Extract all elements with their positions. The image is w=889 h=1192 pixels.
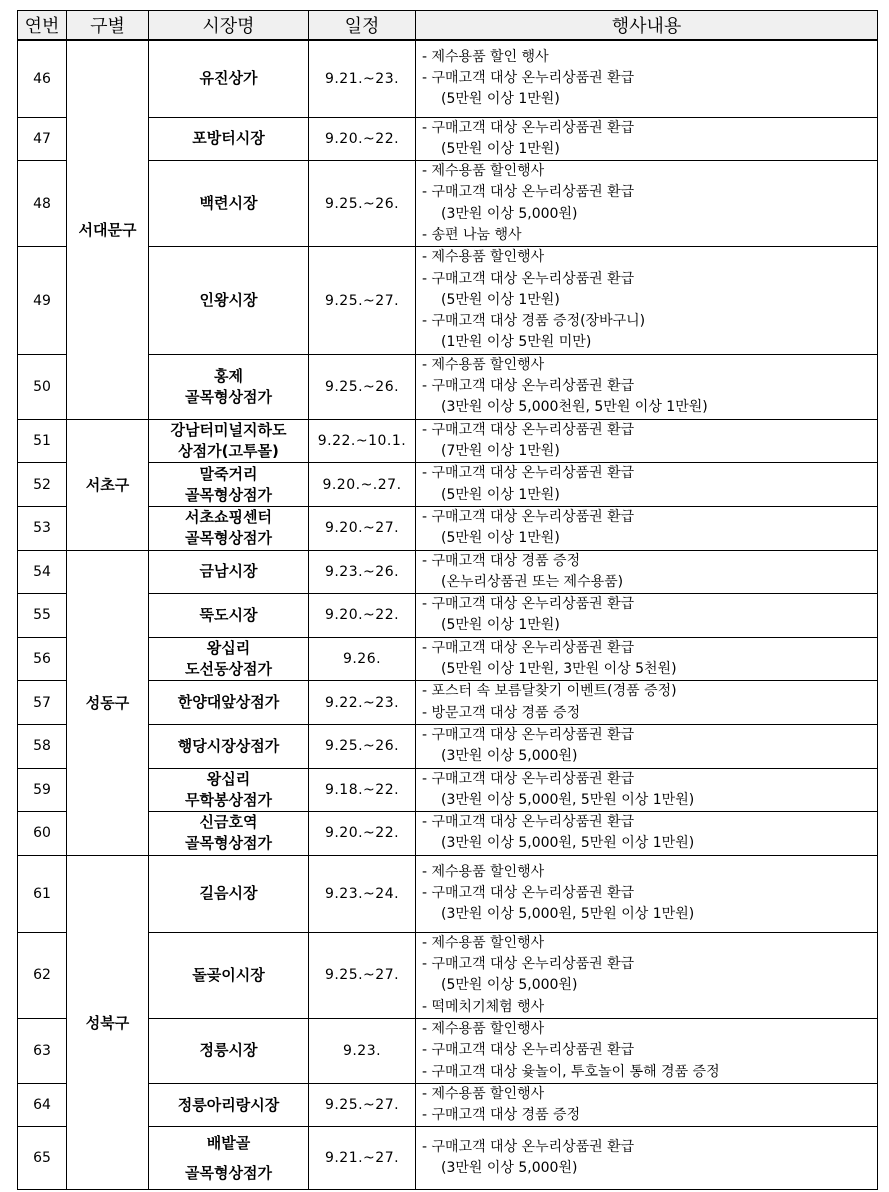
event-line: - 제수용품 할인행사 [422,1020,545,1037]
event-line: - 구매고객 대상 온누리상품권 환급 [422,421,635,438]
schedule-cell: 9.23. [309,1018,416,1083]
event-line: - 방문고객 대상 경품 증정 [422,704,581,721]
event-line: (5만원 이상 1만원) [441,91,560,108]
market-name-cell [149,117,309,161]
table-body [18,40,878,1190]
event-content-cell [416,932,878,1018]
market-name-line: 배밭골 [206,1134,251,1153]
row-number: 53 [18,506,67,550]
market-name-line: 왕십리 [206,639,251,658]
schedule-cell: 9.25.~26. [309,161,416,247]
row-number: 63 [18,1018,67,1083]
event-line: (7만원 이상 1만원) [441,443,560,460]
schedule-cell: 9.20.~22. [309,812,416,856]
market-name-cell [149,354,309,419]
schedule-cell: 9.23.~26. [309,550,416,594]
event-line: - 구매고객 대상 온누리상품권 환급 [422,770,635,787]
row-number: 61 [18,855,67,932]
market-name-line: 서초쇼핑센터 [185,508,272,527]
event-content-cell [416,161,878,247]
event-line: - 구매고객 대상 온누리상품권 환급 [422,956,635,972]
row-number: 57 [18,681,67,725]
event-line: - 구매고객 대상 온누리상품권 환급 [422,70,635,87]
event-line: - 구매고객 대상 온누리상품권 환급 [422,596,635,613]
event-content-cell [416,463,878,507]
schedule-cell: 9.20.~22. [309,117,416,161]
event-content-cell [416,724,878,768]
event-line: - 구매고객 대상 온누리상품권 환급 [422,726,635,743]
row-number: 62 [18,932,67,1018]
event-line: (3만원 이상 5,000원) [441,748,578,765]
schedule-cell: 9.25.~27. [309,1083,416,1127]
event-content-cell [416,681,878,725]
event-line: - 제수용품 할인 행사 [422,48,549,65]
district-cell: 성동구 [67,550,149,855]
event-line: (5만원 이상 5,000원) [441,977,578,994]
market-name-line: 정릉시장 [199,1041,258,1060]
market-name-cell [149,594,309,638]
event-line: (5만원 이상 1만원) [441,291,560,308]
event-line: (3만원 이상 5,000원, 5만원 이상 1만원) [441,906,695,923]
row-number: 52 [18,463,67,507]
event-content-cell [416,637,878,681]
event-line: (5만원 이상 1만원) [441,486,560,503]
event-line: (온누리상품권 또는 제수용품) [441,573,624,590]
row-number: 48 [18,161,67,247]
schedule-cell: 9.25.~26. [309,354,416,419]
market-event-table [17,10,878,1190]
event-line: (5만원 이상 1만원) [441,140,560,157]
market-name-line: 인왕시장 [199,291,258,310]
market-name-line: 상점가(고투몰) [178,442,279,461]
header-market: 시장명 [149,11,309,41]
schedule-cell: 9.26. [309,637,416,681]
row-number: 65 [18,1127,67,1190]
row-number: 55 [18,594,67,638]
market-name-cell [149,932,309,1018]
event-line: - 제수용품 할인행사 [422,863,545,880]
market-name-cell [149,161,309,247]
event-content-cell [416,855,878,932]
event-line: - 구매고객 대상 온누리상품권 환급 [422,378,635,395]
event-line: (3만원 이상 5,000원, 5만원 이상 1만원) [441,791,695,808]
market-name-line: 홍제 [214,366,243,385]
market-name-cell [149,463,309,507]
event-content-cell [416,768,878,812]
event-line: - 구매고객 대상 온누리상품권 환급 [422,885,635,902]
event-line: (5만원 이상 1만원, 3만원 이상 5천원) [441,661,677,678]
row-number: 49 [18,247,67,354]
district-cell: 서초구 [67,419,149,550]
event-line: - 구매고객 대상 온누리상품권 환급 [422,270,635,287]
table-header-row [18,11,878,41]
schedule-cell: 9.20.~22. [309,594,416,638]
event-line: - 제수용품 할인행사 [422,249,545,266]
market-name-line: 정릉아리랑시장 [177,1095,280,1114]
market-name-line: 금남시장 [199,562,258,581]
schedule-cell: 9.20.~.27. [309,463,416,507]
event-content-cell [416,1018,878,1083]
header-district: 구별 [67,11,149,41]
event-line: - 구매고객 대상 온누리상품권 환급 [422,119,635,136]
table-row [18,419,878,463]
market-name-cell [149,855,309,932]
market-name-line: 골목형상점가 [185,834,272,853]
event-table-container [17,10,878,1190]
market-name-cell [149,1083,309,1127]
market-name-line: 도선동상점가 [185,660,272,679]
market-name-line: 신금호역 [199,813,258,832]
table-row [18,550,878,594]
header-no: 연번 [18,11,67,41]
event-content-cell [416,247,878,354]
market-name-line: 한양대앞상점가 [177,693,280,712]
market-name-line: 유진상가 [199,69,258,88]
event-line: - 구매고객 대상 온누리상품권 환급 [422,1042,635,1059]
event-line: - 구매고객 대상 온누리상품권 환급 [422,639,635,656]
event-content-cell [416,354,878,419]
row-number: 46 [18,40,67,117]
market-name-line: 길음시장 [199,884,258,903]
event-line: - 구매고객 대상 윷놀이, 투호놀이 통해 경품 증정 [422,1063,720,1080]
event-content-cell [416,594,878,638]
market-name-cell [149,681,309,725]
market-name-line: 백련시장 [199,194,258,213]
event-content-cell [416,419,878,463]
event-content-cell [416,1083,878,1127]
event-line: - 구매고객 대상 경품 증정 [422,552,581,569]
market-name-cell [149,419,309,463]
market-name-line: 무학봉상점가 [185,790,272,809]
schedule-cell: 9.23.~24. [309,855,416,932]
market-name-line: 행당시장상점가 [177,736,280,755]
market-name-line: 골목형상점가 [185,387,272,406]
event-line: - 떡메치기체험 행사 [422,998,545,1015]
district-cell: 성북구 [67,855,149,1190]
table-row [18,40,878,117]
row-number: 64 [18,1083,67,1127]
event-line: (3만원 이상 5,000천원, 5만원 이상 1만원) [441,399,708,416]
event-content-cell [416,506,878,550]
table-row [18,855,878,932]
market-name-cell [149,1018,309,1083]
row-number: 60 [18,812,67,856]
market-name-cell [149,724,309,768]
event-line: - 구매고객 대상 온누리상품권 환급 [422,814,635,831]
event-line: - 구매고객 대상 온누리상품권 환급 [422,508,635,525]
district-cell: 서대문구 [67,40,149,419]
market-name-line: 돌곶이시장 [192,965,265,984]
event-content-cell [416,1127,878,1190]
header-content: 행사내용 [416,11,878,41]
schedule-cell: 9.18.~22. [309,768,416,812]
market-name-cell [149,812,309,856]
event-content-cell [416,812,878,856]
market-name-line: 골목형상점가 [185,529,272,548]
event-line: - 제수용품 할인행사 [422,163,545,180]
row-number: 50 [18,354,67,419]
market-name-line: 뚝도시장 [199,605,258,624]
market-name-line: 말죽거리 [199,464,258,483]
row-number: 54 [18,550,67,594]
row-number: 56 [18,637,67,681]
event-line: (1만원 이상 5만원 미만) [441,334,592,351]
event-content-cell [416,117,878,161]
row-number: 58 [18,724,67,768]
schedule-cell: 9.21.~23. [309,40,416,117]
event-line: - 구매고객 대상 경품 증정 [422,1107,581,1124]
event-line: (3만원 이상 5,000원) [441,1160,578,1177]
event-line: - 제수용품 할인행사 [422,356,545,373]
market-name-cell [149,768,309,812]
row-number: 59 [18,768,67,812]
event-line: - 구매고객 대상 경품 증정(장바구니) [422,313,646,330]
schedule-cell: 9.25.~27. [309,247,416,354]
schedule-cell: 9.21.~27. [309,1127,416,1190]
schedule-cell: 9.25.~26. [309,724,416,768]
event-line: - 구매고객 대상 온누리상품권 환급 [422,1139,635,1156]
schedule-cell: 9.25.~27. [309,932,416,1018]
market-name-line: 왕십리 [206,769,251,788]
event-line: - 제수용품 할인행사 [422,1085,545,1102]
schedule-cell: 9.22.~23. [309,681,416,725]
event-line: (5만원 이상 1만원) [441,617,560,634]
market-name-line: 골목형상점가 [185,485,272,504]
event-line: (3만원 이상 5,000원) [441,205,578,222]
schedule-cell: 9.22.~10.1. [309,419,416,463]
event-content-cell [416,40,878,117]
event-line: (3만원 이상 5,000원, 5만원 이상 1만원) [441,835,695,852]
market-name-line: 강남터미널지하도 [170,421,287,440]
market-name-cell [149,506,309,550]
market-name-line: 골목형상점가 [185,1164,272,1183]
market-name-cell [149,637,309,681]
event-line: - 포스터 속 보름달찾기 이벤트(경품 증정) [422,683,677,700]
market-name-cell [149,1127,309,1190]
row-number: 47 [18,117,67,161]
event-line: (5만원 이상 1만원) [441,530,560,547]
market-name-cell [149,550,309,594]
market-name-cell [149,40,309,117]
header-date: 일정 [309,11,416,41]
event-line: - 구매고객 대상 온누리상품권 환급 [422,465,635,482]
event-line: - 제수용품 할인행사 [422,934,545,951]
market-name-line: 포방터시장 [192,129,265,148]
schedule-cell: 9.20.~27. [309,506,416,550]
event-content-cell [416,550,878,594]
row-number: 51 [18,419,67,463]
market-name-cell [149,247,309,354]
event-line: - 송편 나눔 행사 [422,226,522,243]
event-line: - 구매고객 대상 온누리상품권 환급 [422,184,635,201]
